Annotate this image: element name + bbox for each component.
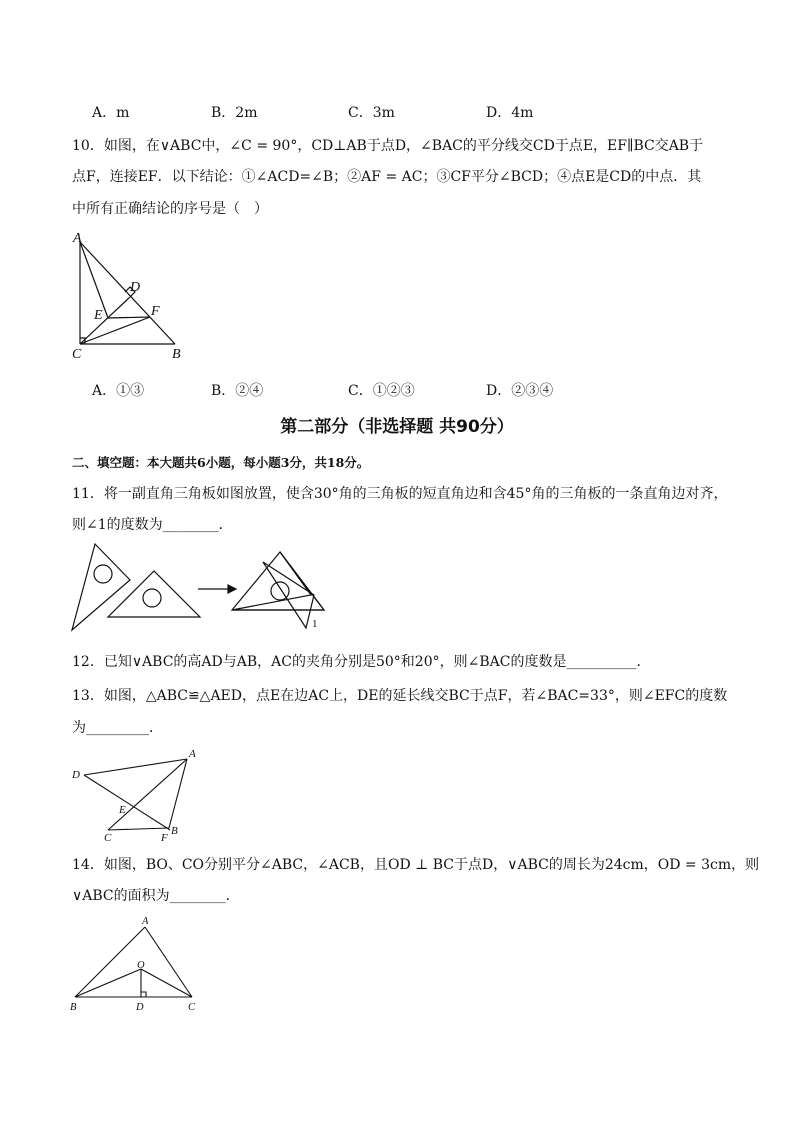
q13-segment-df (84, 775, 170, 830)
q10-side-ab (80, 242, 175, 344)
q11-45-triangle-hole (143, 589, 161, 607)
q12-text-line1: 12．已知∨ABC的高AD与AB，AC的夹角分别是50°和20°，则∠BAC的度数是__________． (72, 654, 651, 670)
q10-option-c: C．①②③ (348, 383, 415, 399)
part2-title: 第二部分（非选择题 共90分） (280, 417, 514, 437)
q10-bisector-ae (80, 242, 108, 318)
q13-label-f: F (161, 832, 168, 844)
q14-label-d: D (136, 1002, 144, 1013)
q10-option-b: B．②④ (211, 383, 264, 399)
q9-option-c: C．3m (348, 105, 395, 121)
q14-text-line2: ∨ABC的面积为________． (72, 888, 240, 904)
q14-figure (66, 912, 206, 1016)
q10-segment-cd (80, 297, 130, 344)
q10-segment-cf (80, 317, 150, 344)
q10-option-a: A．①③ (92, 383, 145, 399)
q10-label-f: F (151, 304, 160, 319)
q10-text-line2: 点F，连接EF．以下结论：①∠ACD=∠B；②AF = AC；③CF平分∠BCD；④点E是CD的中点．其 (72, 169, 702, 185)
q11-45-degree-triangle (108, 571, 200, 617)
fill-in-section-header: 二、填空题：本大题共6小题，每小题3分，共18分。 (72, 455, 370, 470)
q10-text-line3: 中所有正确结论的序号是（ ） (72, 201, 268, 217)
q13-label-b: B (171, 825, 178, 837)
q11-angle-1-label: 1 (312, 618, 318, 630)
q10-label-a: A (73, 231, 82, 246)
q14-label-o: O (137, 960, 145, 971)
q9-option-b: B．2m (211, 105, 258, 121)
q14-label-a: A (142, 916, 149, 927)
q11-30-triangle-hole (94, 565, 112, 583)
q14-text-line1: 14．如图，BO、CO分别平分∠ABC，∠ACB，且OD ⊥ BC于点D，∨ABC的周长为24cm，OD = 3cm，则 (72, 857, 760, 873)
q14-side-ac (145, 927, 192, 997)
q14-segment-co (141, 969, 192, 997)
q13-segment-ab (169, 759, 187, 828)
q10-label-b: B (172, 347, 181, 362)
q10-segment-ef (108, 317, 150, 318)
q11-text-line1: 11．将一副直角三角板如图放置，使含30°角的三角板的短直角边和含45°角的三角板的一条直角边对齐， (72, 486, 728, 502)
q13-label-d: D (72, 769, 80, 781)
q14-side-ab (75, 927, 145, 997)
q10-text-line1: 10．如图，在∨ABC中，∠C = 90°，CD⊥AB于点D，∠BAC的平分线交CD于点E，EF∥BC交AB于 (72, 138, 704, 154)
q10-label-d: D (130, 280, 141, 295)
q13-figure (68, 746, 208, 844)
q13-text-line1: 13．如图，△ABC≌△AED，点E在边AC上，DE的延长线交BC于点F，若∠BAC=33°，则∠EFC的度数 (72, 688, 728, 704)
q14-segment-bo (75, 969, 141, 997)
q13-label-e: E (119, 804, 126, 816)
q10-label-e: E (94, 308, 103, 323)
q10-label-c: C (72, 347, 82, 362)
q11-combined-figure-outline (232, 552, 324, 610)
q9-option-a: A．m (92, 105, 130, 121)
q11-arrow-head (228, 585, 236, 593)
q13-label-a: A (189, 748, 196, 760)
q11-combined-hole (271, 582, 289, 600)
q13-text-line2: 为_________． (72, 720, 163, 736)
q10-figure (68, 228, 198, 362)
q11-text-line2: 则∠1的度数为________． (72, 517, 233, 533)
q10-option-d: D．②③④ (486, 383, 554, 399)
q13-label-c: C (104, 832, 112, 844)
q14-label-b: B (70, 1002, 77, 1013)
q13-segment-cb (108, 828, 169, 830)
q11-figure (68, 540, 338, 632)
q9-option-d: D．4m (486, 105, 534, 121)
q14-label-c: C (188, 1002, 196, 1013)
q14-right-angle-mark (141, 992, 146, 997)
